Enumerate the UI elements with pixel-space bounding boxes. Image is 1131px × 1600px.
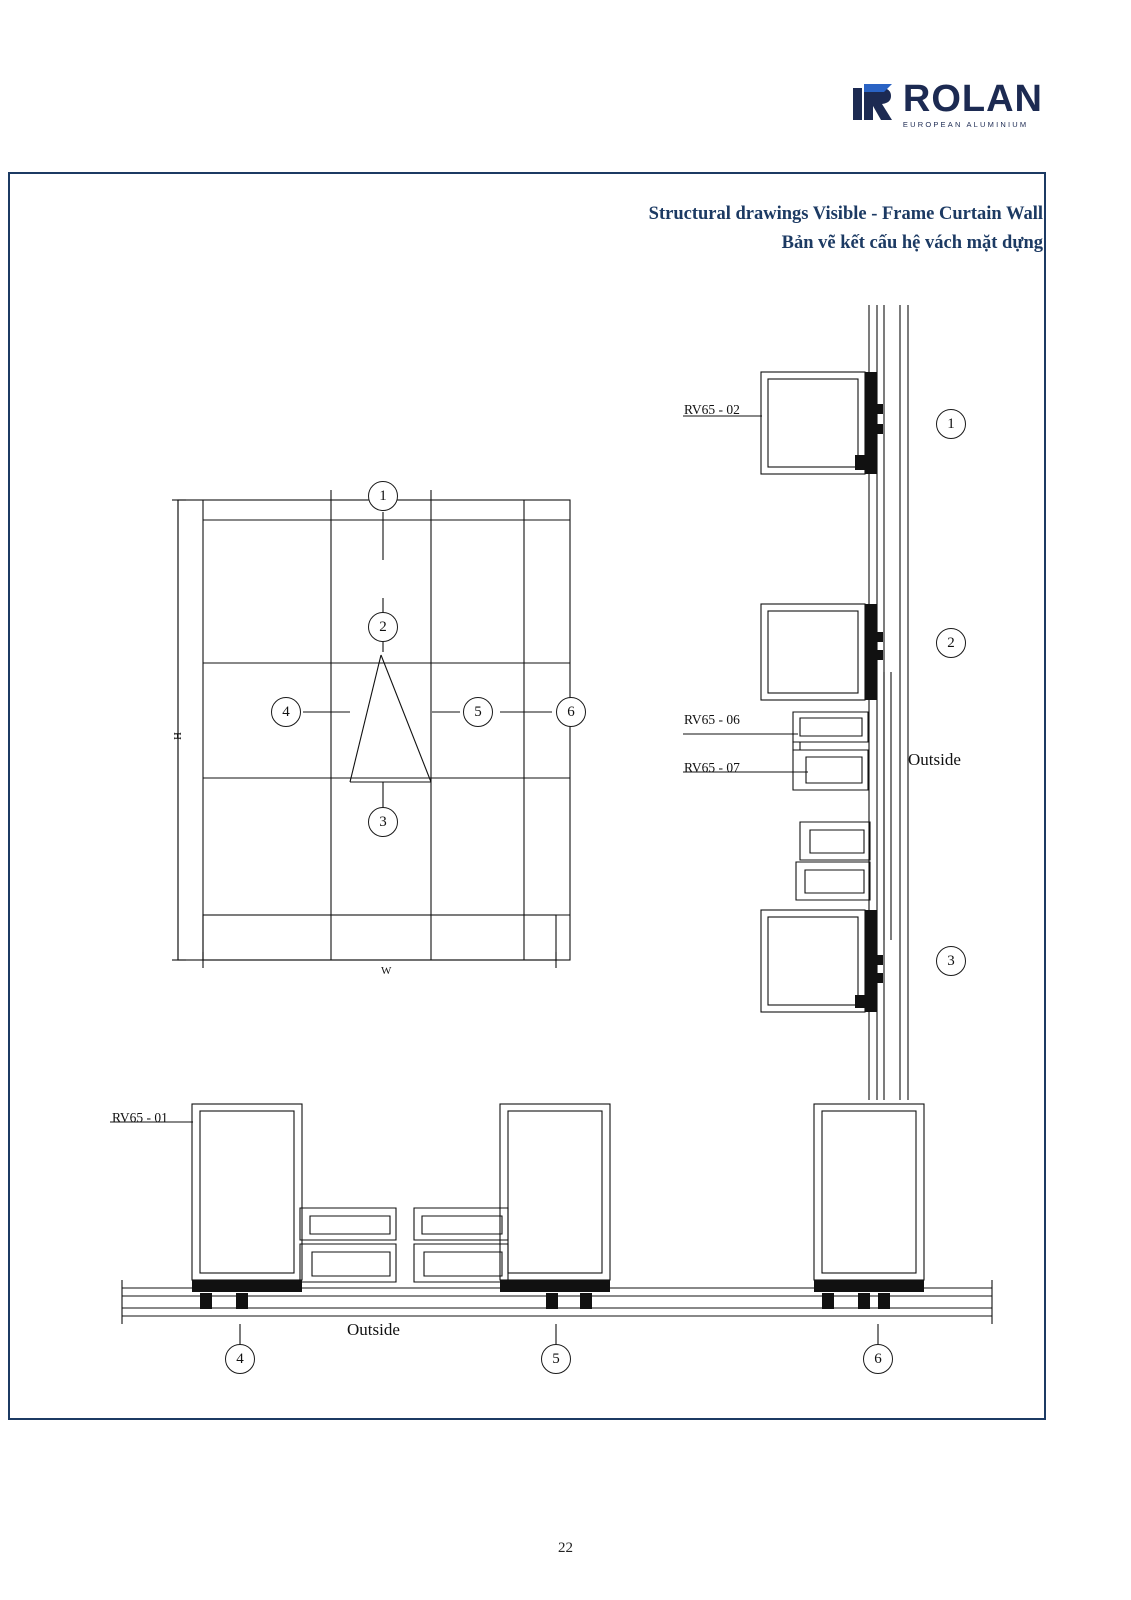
callout-section-1: 1: [936, 409, 966, 439]
callout-section-3: 3: [936, 946, 966, 976]
part-label-rv65-01: RV65 - 01: [112, 1110, 168, 1125]
part-label-rv65-02: RV65 - 02: [684, 402, 740, 417]
page-number: 22: [558, 1540, 573, 1556]
part-label-rv65-06: RV65 - 06: [684, 712, 740, 727]
callout-elevation-5: 5: [463, 697, 493, 727]
brand-name: ROLAN: [902, 78, 1043, 120]
callout-section-5: 5: [541, 1344, 571, 1374]
callout-elevation-1: 1: [368, 481, 398, 511]
brand-tagline: EUROPEAN ALUMINIUM: [902, 120, 1029, 129]
rolan-r-mark-icon: [851, 80, 895, 128]
brand-logo: [851, 80, 1043, 129]
brand-text: [903, 80, 1043, 129]
callout-section-4: 4: [225, 1344, 255, 1374]
page-title-vietnamese: Bản vẽ kết cấu hệ vách mặt dựng: [781, 232, 1043, 253]
dimension-height-label: H: [172, 732, 184, 740]
dimension-width-label: W: [381, 965, 392, 977]
part-label-rv65-07: RV65 - 07: [684, 760, 740, 775]
page-border: [8, 172, 1046, 1420]
orientation-label-outside-horizontal: Outside: [347, 1320, 400, 1339]
callout-elevation-3: 3: [368, 807, 398, 837]
callout-section-6: 6: [863, 1344, 893, 1374]
page-title: [649, 200, 1043, 257]
callout-elevation-2: 2: [368, 612, 398, 642]
callout-elevation-4: 4: [271, 697, 301, 727]
orientation-label-outside-vertical: Outside: [908, 750, 961, 769]
page-title-english: Structural drawings Visible - Frame Curtain Wall: [648, 204, 1043, 224]
callout-section-2: 2: [936, 628, 966, 658]
callout-elevation-6: 6: [556, 697, 586, 727]
